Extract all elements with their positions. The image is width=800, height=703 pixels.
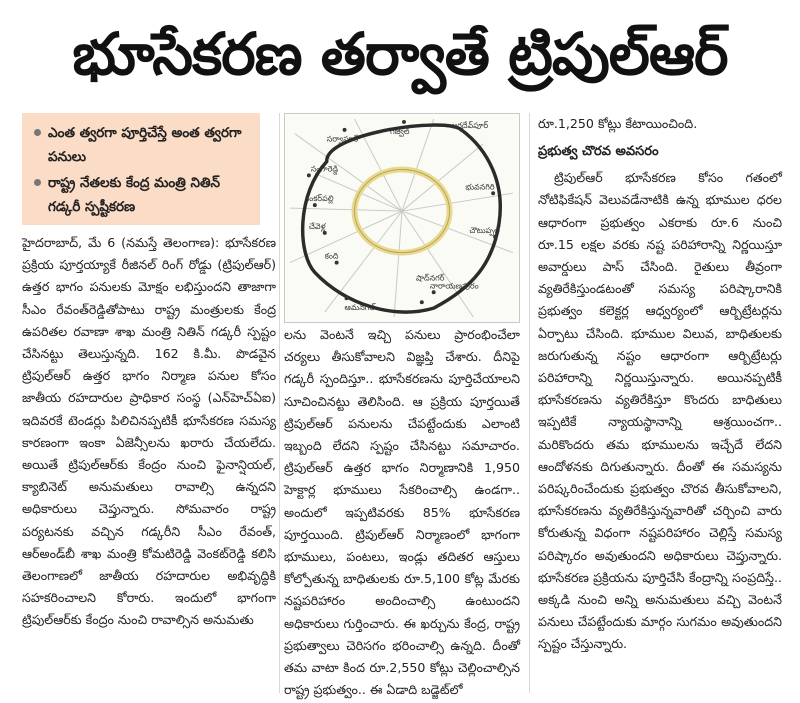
rrr-route-map (284, 113, 520, 323)
map-label: సంగారెడ్డి (310, 164, 339, 174)
article-paragraph: రూ.1,250 కోట్లు కేటాయించింది. (538, 116, 698, 131)
article-column-3 (538, 113, 782, 656)
highlight-box (22, 113, 260, 225)
highlight-text: ఎంత త్వరగా పూర్తిచేస్తే అంత త్వరగా పనులు (48, 125, 242, 165)
article-paragraph: లను వెంటనే ఇచ్చి పనులు ప్రారంభించేలా చర్యలు తీసుకోవాలని విజ్ఞప్తి చేశారు. దీనిపై గడ్కరీ స్పందిస్తూ.. భూసేకరణను పూర్తిచేయాలని సూచించినట్టు తెలిసింది. ఆ ప్రక్రియ పూర్తయితే ట్రిపుల్‌ఆర్ పనులను చేపట్టేందుకు ఎలాంటి ఇబ్బంది లేదని స్పష్టం చేసినట్టు సమాచారం. ట్రిపుల్‌ఆర్ ఉత్తర భాగం నిర్మాణానికి 1,950 హెక్టార్ల భూములు సేకరించాల్సి ఉండగా.. అందులో ఇప్పటివరకు 85% భూసేకరణ పూర్తయింది. ట్రిపుల్‌ఆర్ నిర్మాణంలో భాగంగా భూములు, పంటలు, ఇండ్లు తదితర ఆస్తులు కోల్పోతున్న బాధితులకు రూ.5,100 కోట్ల మేరకు నష్టపరిహారం అందించాల్సి ఉంటుందని అధికారులు గుర్తించారు. ఈ ఖర్చును కేంద్ర, రాష్ట్ర ప్రభుత్వాలు చెరిసగం భరించాల్సి ఉన్నది. దీంతో తమ వాటా కింద రూ.2,550 కోట్లు చెల్లించాల్సిన రాష్ట్ర ప్రభుత్వం.. ఈ ఏడాది బడ్జెట్‌లో (284, 327, 520, 698)
article-column-2 (284, 324, 520, 701)
map-label: జగదేవ్‌పూర్ (451, 120, 489, 130)
map-label: ఆమనగల్ (344, 303, 376, 313)
map-label: శంకర్‌పల్లి (304, 194, 334, 204)
highlight-item (30, 171, 252, 219)
map-label: చౌటుప్పల్ (469, 225, 500, 235)
map-label: నారాయణపురం (429, 281, 479, 291)
bullet-icon (34, 129, 41, 136)
map-label: భువనగిరి (465, 182, 495, 192)
headline: భూసేకరణ తర్వాతే ట్రిపుల్‌ఆర్ (72, 20, 728, 88)
column-divider (279, 113, 280, 693)
map-label: సర్వాపూర్ (326, 134, 359, 144)
article-paragraph: ట్రిపుల్‌ఆర్ భూసేకరణ కోసం గతంలో నోటిఫికేషన్ వెలువడేనాటికి ఉన్న భూముల ధరల ఆధారంగా ప్రభుత్వం ఎకరాకు రూ.6 నుంచి రూ.15 లక్షల వరకు నష్ట పరిహారాన్ని నిర్ణయిస్తూ అవార్డులు పాస్ చేసింది. రైతులు తీవ్రంగా వ్యతిరేకిస్తుండటంతో సమస్య పరిష్కారానికి ప్రభుత్వం కలెక్టర్ల ఆధ్వర్యంలో ఆర్బిట్రేటర్లను ఏర్పాటు చేసింది. భూముల విలువ, బాధితులకు జరుగుతున్న నష్టం ఆధారంగా ఆర్బిట్రేటర్లు పరిహారాన్ని నిర్ణయిస్తున్నారు. అయినప్పటికీ భూసేకరణను వ్యతిరేకిస్తూ కొందరు బాధితులు ఇప్పటికే న్యాయస్థానాన్ని ఆశ్రయించగా.. మరికొందరు తమ భూములను ఇచ్చేదే లేదని ఆందోళనకు దిగుతున్నారు. దీంతో ఈ సమస్యను పరిష్కరించేందుకు ప్రభుత్వం చొరవ తీసుకోవాలని, భూసేకరణను వ్యతిరేకిస్తున్నవారితో చర్చించి వారు కోరుతున్న విధంగా నష్టపరిహారం చెల్లిస్తే సమస్య పరిష్కారం అవుతుందని అధికారులు చెప్తున్నారు. భూసేకరణ ప్రక్రియను పూర్తిచేసి కేంద్రాన్ని సంప్రదిస్తే.. అక్కడి నుంచి అన్ని అనుమతులు వచ్చి వెంటనే పనులు చేపట్టేందుకు మార్గం సుగమం అవుతుందని స్పష్టం చేస్తున్నారు. (538, 170, 782, 652)
map-label: గజ్వేల్ (390, 126, 410, 136)
article-paragraph: హైదరాబాద్, మే 6 (నమస్తే తెలంగాణ): భూసేకరణ ప్రక్రియ పూర్తయ్యాకే రీజినల్ రింగ్ రోడ్డు (ట్రిపుల్‌ఆర్) ఉత్తర భాగం పనులకు మోక్షం లభిస్తుందని తాజాగా సీఎం రేవంత్‌రెడ్డితోపాటు రాష్ట్ర మంత్రులకు కేంద్ర ఉపరితల రవాణా శాఖ మంత్రి నితిన్ గడ్కరీ స్పష్టం చేసినట్టు తెలుస్తున్నది. 162 కి.మీ. పొడవైన ట్రిపుల్‌ఆర్ ఉత్తర భాగం నిర్మాణ పనుల కోసం జాతీయ రహదారుల ప్రాధికార సంస్థ (ఎన్‌హెచ్‌ఏఐ) ఇదివరకే టెండర్లు పిలిచినప్పటికీ భూసేకరణ సమస్య కారణంగా ఇంకా ఏజెన్సీలను ఖరారు చేయలేదు. అయితే ట్రిపుల్‌ఆర్‌కు కేంద్రం నుంచి ఫైనాన్షియల్, క్యాబినెట్ అనుమతులు రావాల్సి ఉన్నదని అధికారులు చెప్తున్నారు. సోమవారం రాష్ట్ర పర్యటనకు వచ్చిన గడ్కరీని సీఎం రేవంత్, ఆర్‌అండ్‌బీ శాఖ మంత్రి కోమటిరెడ్డి వెంకట్‌రెడ్డి కలిసి తెలంగాణలో జాతీయ రహదారుల అభివృద్ధికి సహకరించాలని కోరారు. ఇందులో భాగంగా ట్రిపుల్‌ఆర్‌కు కేంద్రం నుంచి రావాల్సిన అనుమతు (22, 235, 276, 628)
highlight-text: రాష్ట్ర నేతలకు కేంద్ర మంత్రి నితిన్ గడ్కరీ స్పష్టీకరణ (48, 175, 221, 215)
highlight-item (30, 121, 252, 169)
map-label: షాద్‌నగర్ (415, 273, 445, 283)
column-divider (529, 113, 530, 693)
article-column-1 (22, 232, 276, 632)
sub-heading: ప్రభుత్వ చొరవ అవసరం (538, 144, 659, 160)
map-label: చేవెళ్ల (308, 221, 326, 231)
bullet-icon (34, 179, 41, 186)
map-label: కంది (324, 251, 339, 261)
map-graphic (285, 114, 519, 322)
